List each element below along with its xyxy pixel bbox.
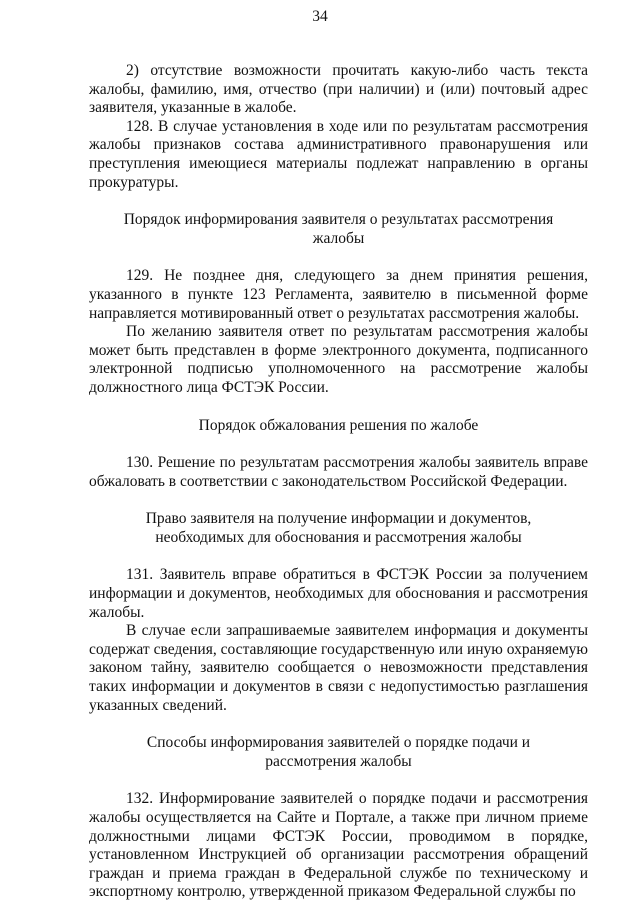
section-heading-inform-results: Порядок информирования заявителя о результатах рассмотрения жалобы: [123, 211, 554, 247]
paragraph-132: 132. Информирование заявителей о порядке подачи и рассмотрения жалобы осуществляется на Сайте и Портале, а также при личном приеме должностными лицами ФСТЭК России, проводимом в порядке, установленном Инструкцией об организации рассмотрения обращений граждан и приема граждан в Федеральной службе по техническому и экспортному контролю, утвержденной приказом Федеральной службы по: [89, 790, 588, 901]
paragraph-128: 128. В случае установления в ходе или по результатам рассмотрения жалобы признаков состава административного правонарушения или преступления имеющиеся материалы подлежат направлению в органы прокуратуры.: [89, 117, 588, 191]
paragraph-130: 130. Решение по результатам рассмотрения жалобы заявитель вправе обжаловать в соответствии с законодательством Российской Федерации.: [89, 454, 588, 490]
paragraph-131: 131. Заявитель вправе обратиться в ФСТЭК России за получением информации и документов, необходимых для обоснования и рассмотрения жалобы.: [89, 566, 588, 621]
section-heading-right-to-information: Право заявителя на получение информации и документов, необходимых для обоснования и рассмотрения жалобы: [145, 510, 532, 546]
section-heading-inform-methods: Способы информирования заявителей о порядке подачи и рассмотрения жалобы: [146, 734, 531, 770]
paragraph-129: 129. Не позднее дня, следующего за днем принятия решения, указанного в пункте 123 Регламента, заявителю в письменной форме направляется мотивированный ответ о результатах рассмотрения жалобы.: [89, 267, 588, 322]
paragraph-131-secret: В случае если запрашиваемые заявителем информация и документы содержат сведения, составляющие государственную или иную охраняемую законом тайну, заявителю сообщается о невозможности представления таких информации и документов в связи с недопустимостью разглашения указанных сведений.: [89, 622, 588, 714]
paragraph-129-electronic: По желанию заявителя ответ по результатам рассмотрения жалобы может быть представлен в форме электронного документа, подписанного электронной подписью уполномоченного на рассмотрение жалобы должностного лица ФСТЭК России.: [89, 323, 588, 396]
page-number: 34: [312, 8, 328, 25]
section-heading-appeal: Порядок обжалования решения по жалобе: [198, 416, 479, 434]
document-body: [89, 62, 588, 902]
paragraph-item-2: 2) отсутствие возможности прочитать какую-либо часть текста жалобы, фамилию, имя, отчество (при наличии) и (или) почтовый адрес заявителя, указанные в жалобе.: [89, 62, 588, 117]
